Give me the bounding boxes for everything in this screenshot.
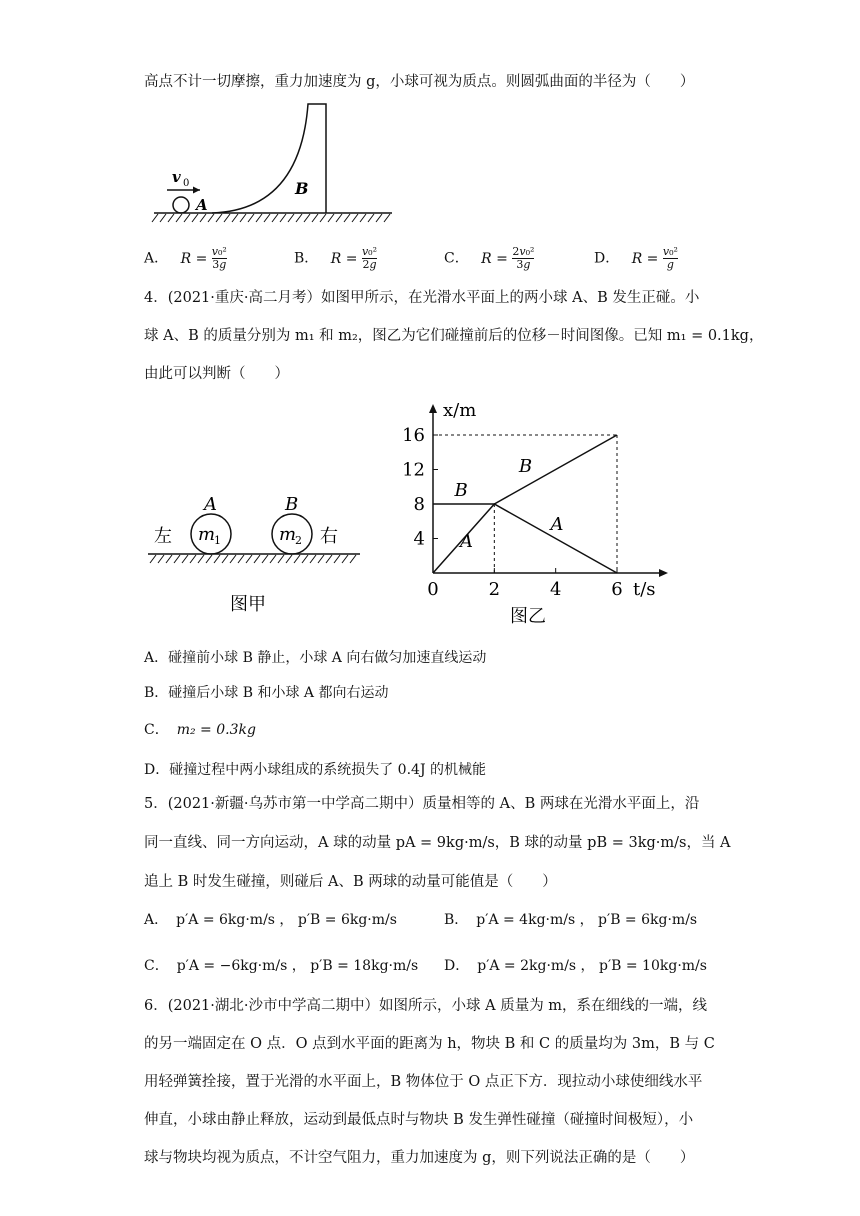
right-label: 右 [320,526,338,547]
y-tick-label: 8 [413,494,425,515]
q3-option-a[interactable]: A． R = $\frac{\text{v₀²}}{3g}$ [144,245,227,271]
y-tick-label: 16 [402,425,425,446]
q5-option-d[interactable]: D． p′A = 2kg·m/s ， p′B = 10kg·m/s [444,958,707,974]
q6-stem-line1: 6．(2021·湖北·沙市中学高二期中）如图所示，小球 A 质量为 m，系在细线的一端，线 [144,998,708,1014]
q5-stem-line2: 同一直线、同一方向运动，A 球的动量 pA = 9kg·m/s，B 球的动量 pB = 3kg·m/s，当 A [144,835,731,851]
q4-option-d[interactable]: D．碰撞过程中两小球组成的系统损失了 0.4J 的机械能 [144,762,487,778]
q3-tail-text: 高点不计一切摩擦，重力加速度为 g，小球可视为质点。则圆弧曲面的半径为（ ） [144,74,695,90]
series-label-B-after: B [518,456,533,478]
v0-label: v [172,168,181,186]
ball-a-label: A [196,196,208,214]
q3-ramp-figure [150,102,400,230]
v0-sub: 0 [183,178,190,189]
q4-stem-line3: 由此可以判断（ ） [144,366,289,382]
series-label-A-after: A [550,513,564,535]
q5-stem-line3: 追上 B 时发生碰撞，则碰后 A、B 两球的动量可能值是（ ） [144,874,557,890]
ball-b-tag: B [285,494,299,515]
block-b-label: B [295,179,309,198]
q3-option-c[interactable]: C． R = $\frac{\text{2v₀²}}{3g}$ [444,245,535,271]
left-label: 左 [154,526,172,547]
ball-a-tag: A [204,494,217,515]
q4-stem-line2: 球 A、B 的质量分别为 m₁ 和 m₂，图乙为它们碰撞前后的位移－时间图像。已知 m₁ = 0.1kg， [144,328,764,344]
q5-option-b[interactable]: B． p′A = 4kg·m/s ， p′B = 6kg·m/s [444,912,698,928]
q6-stem-line3: 用轻弹簧拴接，置于光滑的水平面上，B 物体位于 O 点正下方．现拉动小球使细线水平 [144,1074,703,1090]
fig-jia-caption: 图甲 [230,594,266,615]
q4-stem-line1: 4．(2021·重庆·高二月考）如图甲所示，在光滑水平面上的两小球 A、B 发生正碰。小 [144,290,700,306]
q4-option-a[interactable]: A．碰撞前小球 B 静止，小球 A 向右做匀加速直线运动 [144,650,487,666]
q6-stem-line4: 伸直，小球由静止释放，运动到最低点时与物块 B 发生弹性碰撞（碰撞时间极短），小 [144,1112,694,1128]
m2-sub: 2 [295,534,302,547]
q5-option-a[interactable]: A． p′A = 6kg·m/s ， p′B = 6kg·m/s [144,912,397,928]
q3-option-d[interactable]: D． R = $\frac{\text{v₀²}}{g}$ [594,245,678,271]
y-axis-label: x/m [443,400,477,421]
fig-yi-chart [395,398,680,634]
x-tick-label: 6 [611,579,623,600]
series-label-A-before: A [460,531,473,553]
q5-option-c[interactable]: C． p′A = −6kg·m/s ， p′B = 18kg·m/s [144,958,419,974]
q4-option-b[interactable]: B．碰撞后小球 B 和小球 A 都向右运动 [144,685,389,701]
fig-jia [140,488,370,628]
q6-stem-line2: 的另一端固定在 O 点．O 点到水平面的距离为 h，物块 B 和 C 的质量均为 3m，B 与 C [144,1036,715,1052]
x-tick-label: 4 [549,579,562,600]
x-axis-label: t/s [633,579,656,600]
m2-label: m [279,524,297,545]
m1-label: m [198,524,216,545]
x-tick-label: 0 [427,579,439,600]
q3-option-b[interactable]: B． R = $\frac{\text{v₀²}}{2g}$ [294,245,377,271]
q5-stem-line1: 5．(2021·新疆·乌苏市第一中学高二期中）质量相等的 A、B 两球在光滑水平面上，沿 [144,796,700,812]
y-tick-label: 12 [402,459,425,481]
q4-option-c[interactable]: C． m₂ = 0.3kg [144,722,256,738]
q6-stem-line5: 球与物块均视为质点，不计空气阻力，重力加速度为 g，则下列说法正确的是（ ） [144,1150,695,1166]
y-tick-label: 4 [413,528,425,550]
m1-sub: 1 [214,534,221,547]
series-label-B-before: B [454,480,468,501]
fig-yi-caption: 图乙 [510,606,546,627]
x-tick-label: 2 [488,579,501,600]
